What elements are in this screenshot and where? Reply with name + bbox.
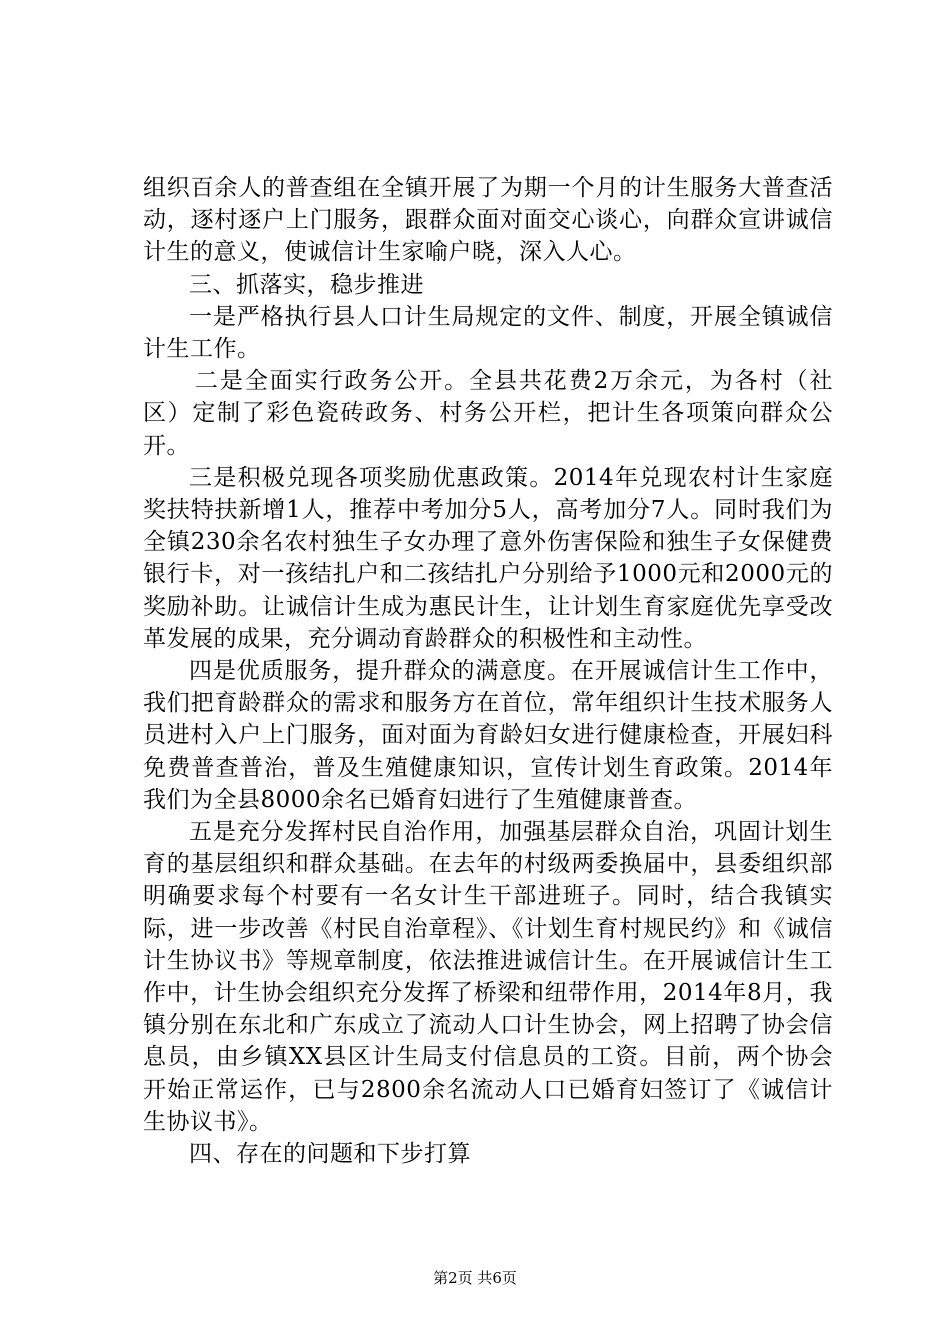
paragraph-item-2: 二是全面实行政务公开。全县共花费2万余元，为各村（社区）定制了彩色瓷砖政务、村务公开栏，把计生各项策向群众公开。: [143, 368, 833, 459]
paragraph-item-1: 一是严格执行县人口计生局规定的文件、制度，开展全镇诚信计生工作。: [143, 303, 833, 363]
paragraph-continuation: 组织百余人的普查组在全镇开展了为期一个月的计生服务大普查活动，逐村逐户上门服务，跟群众面对面交心谈心，向群众宣讲诚信计生的意义，使诚信计生家喻户晓，深入人心。: [143, 175, 833, 266]
page-number: 第2页 共6页: [433, 1269, 517, 1287]
section-heading-4: 四、存在的问题和下步打算: [189, 1141, 471, 1168]
document-body: [143, 172, 833, 1170]
section-heading-3: 三、抓落实，稳步推进: [189, 271, 424, 298]
paragraph-item-4: 四是优质服务，提升群众的满意度。在开展诚信计生工作中，我们把育龄群众的需求和服务方在首位，常年组织计生技术服务人员进村入户上门服务，面对面为育龄妇女进行健康检查，开展妇科免费普查普治，普及生殖健康知识，宣传计划生育政策。2014年我们为全县8000余名已婚育妇进行了生殖健康普查。: [143, 658, 833, 813]
paragraph-item-3: 三是积极兑现各项奖励优惠政策。2014年兑现农村计生家庭奖扶特扶新增1人，推荐中考加分5人，高考加分7人。同时我们为全镇230余名农村独生子女办理了意外伤害保险和独生子女保健费银行卡，对一孩结扎户和二孩结扎户分别给予1000元和2000元的奖励补助。让诚信计生成为惠民计生，让计划生育家庭优先享受改革发展的成果，充分调动育龄群众的积极性和主动性。: [143, 464, 833, 652]
paragraph-item-5: 五是充分发挥村民自治作用，加强基层群众自治，巩固计划生育的基层组织和群众基础。在去年的村级两委换届中，县委组织部明确要求每个村要有一名女计生干部进班子。同时，结合我镇实际，进一步改善《村民自治章程》、《计划生育村规民约》和《诚信计生协议书》等规章制度，依法推进诚信计生。在开展诚信计生工作中，计生协会组织充分发挥了桥梁和纽带作用，2014年8月，我镇分别在东北和广东成立了流动人口计生协会，网上招聘了协会信息员，由乡镇XX县区计生局支付信息员的工资。目前，两个协会开始正常运作，已与2800余名流动人口已婚育妇签订了《诚信计生协议书》。: [143, 819, 833, 1135]
page-footer: [0, 1268, 950, 1288]
